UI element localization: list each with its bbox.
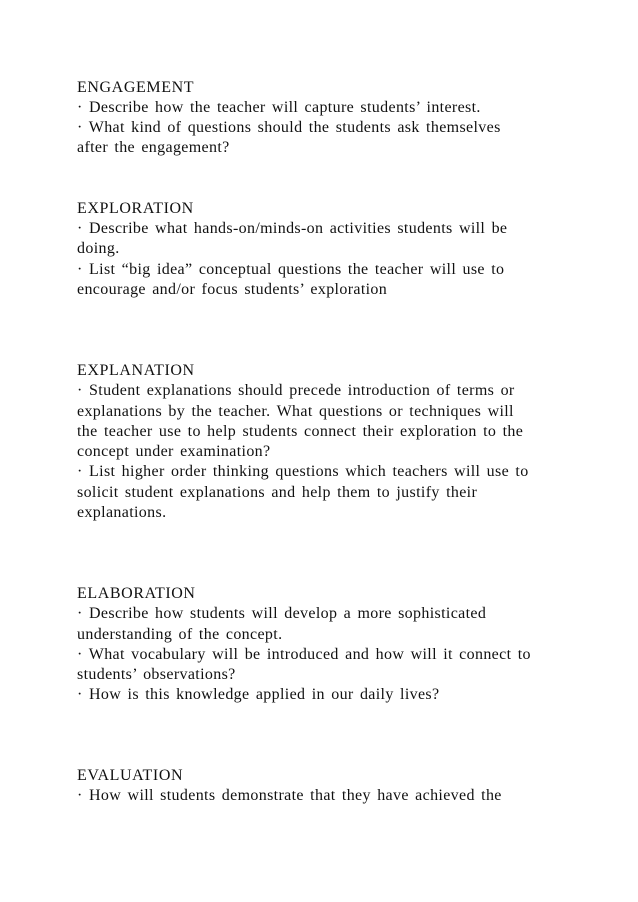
section-heading-evaluation: EVALUATION bbox=[77, 767, 184, 784]
bullet-line: · Student explanations should precede introduction of terms or bbox=[77, 382, 515, 399]
bullet-line: · How is this knowledge applied in our daily lives? bbox=[77, 686, 440, 703]
text-line: the teacher use to help students connect their exploration to the bbox=[77, 423, 524, 440]
bullet-line: · Describe what hands-on/minds-on activities students will be bbox=[77, 220, 508, 237]
bullet-line: · Describe how the teacher will capture students’ interest. bbox=[77, 99, 481, 116]
text-line: encourage and/or focus students’ exploration bbox=[77, 281, 388, 298]
section-heading-elaboration: ELABORATION bbox=[77, 585, 196, 602]
text-line: doing. bbox=[77, 240, 120, 257]
text-line: explanations. bbox=[77, 504, 167, 521]
bullet-line: · List higher order thinking questions which teachers will use to bbox=[77, 463, 529, 480]
text-line: students’ observations? bbox=[77, 666, 236, 683]
text-line: concept under examination? bbox=[77, 443, 271, 460]
text-line: explanations by the teacher. What questions or techniques will bbox=[77, 403, 514, 420]
section-heading-exploration: EXPLORATION bbox=[77, 200, 194, 217]
text-line: understanding of the concept. bbox=[77, 626, 283, 643]
text-line: solicit student explanations and help them to justify their bbox=[77, 484, 478, 501]
bullet-line: · What vocabulary will be introduced and how will it connect to bbox=[77, 646, 531, 663]
section-heading-explanation: EXPLANATION bbox=[77, 362, 195, 379]
bullet-line: · What kind of questions should the students ask themselves bbox=[77, 119, 501, 136]
bullet-line: · Describe how students will develop a more sophisticated bbox=[77, 605, 487, 622]
section-heading-engagement: ENGAGEMENT bbox=[77, 79, 195, 96]
text-line: after the engagement? bbox=[77, 139, 230, 156]
bullet-line: · How will students demonstrate that they have achieved the bbox=[77, 787, 502, 804]
bullet-line: · List “big idea” conceptual questions the teacher will use to bbox=[77, 261, 505, 278]
